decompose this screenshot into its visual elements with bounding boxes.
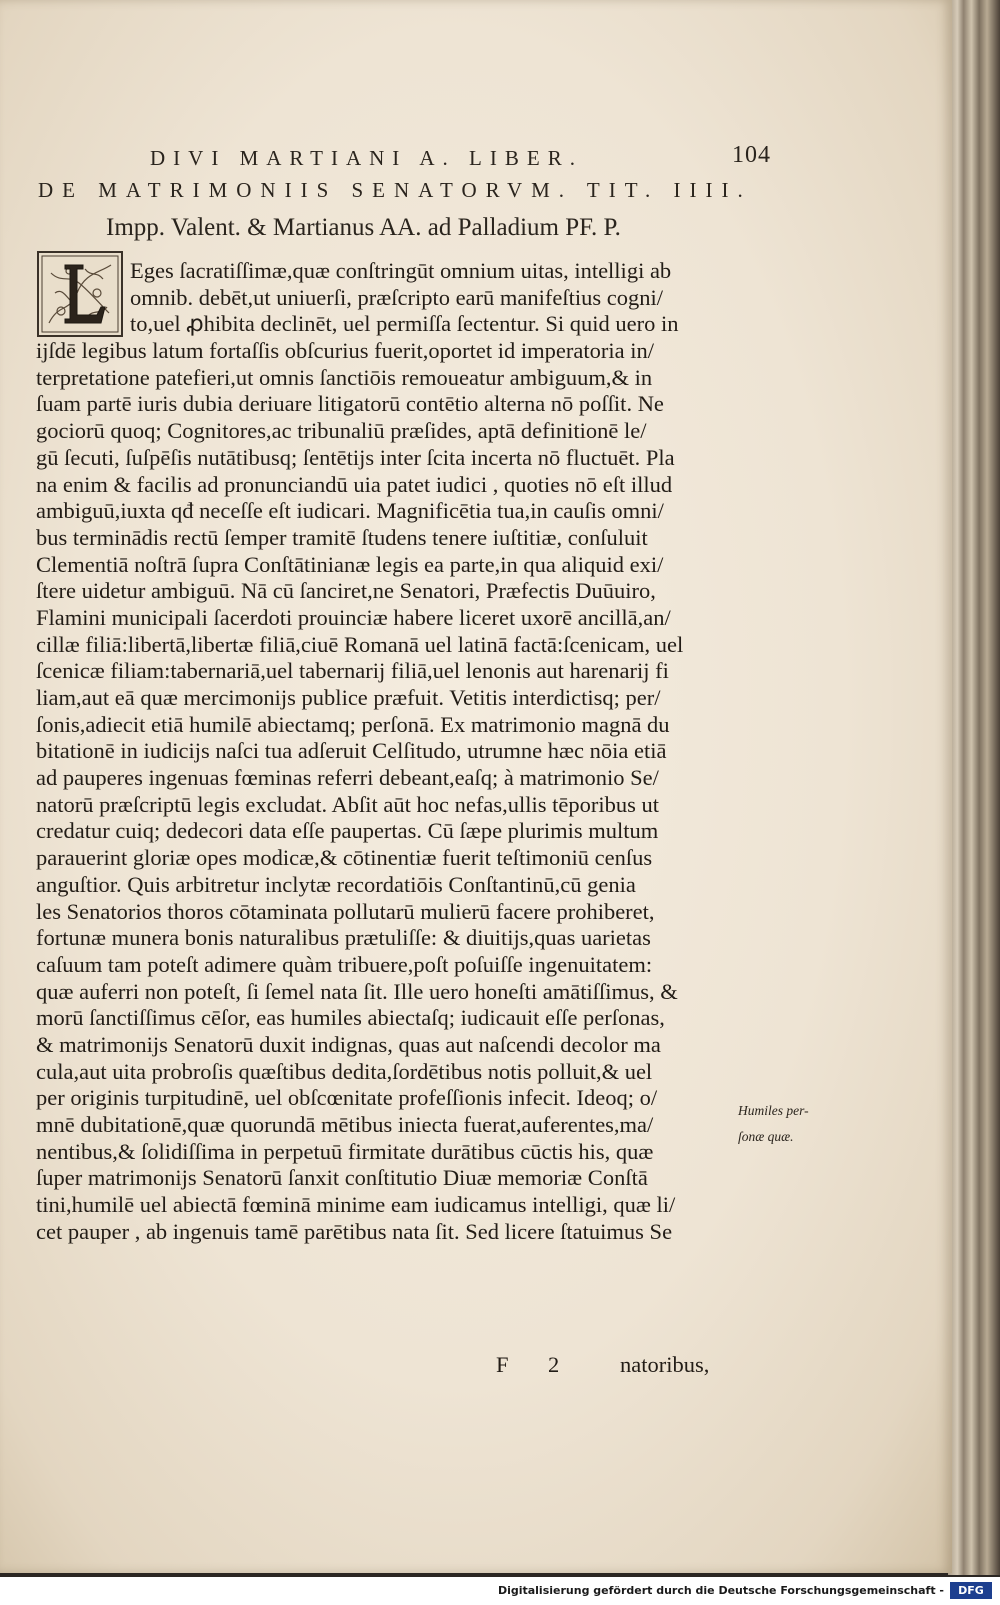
text-line: Flamini municipali ſacerdoti prouinciæ habere liceret uxorē ancillā,an/ xyxy=(36,604,671,630)
text-line: ad pauperes ingenuas fœminas referri debeant,eaſq; à matrimonio Se/ xyxy=(36,765,659,791)
text-line: ambiguū,iuxta qđ neceſſe eſt iudicari. Magnificētia tua,in cauſis omni/ xyxy=(36,498,664,524)
text-line: gū ſecuti, ſuſpēſis nutātibusq; ſentētijs inter ſcita incerta nō fluctuēt. Pla xyxy=(36,444,675,470)
text-line: Eges ſacratiſſimæ,quæ conſtringūt omnium uitas, intelligi ab xyxy=(130,258,672,283)
text-line: cet pauper , ab ingenuis tamē parētibus nata ſit. Sed licere ſtatuimus Se xyxy=(36,1218,673,1244)
text-line: anguſtior. Quis arbitretur inclytæ recordatiōis Conſtantinū,cū genia xyxy=(36,871,636,897)
text-line: Clementiā noſtrā ſupra Conſtātinianæ legis ea parte,in qua aliquid exi/ xyxy=(36,551,664,577)
text-line: ſuam partē iuris dubia deriuare litigatorū contētio alterna nō poſſit. Ne xyxy=(36,391,664,417)
text-line: ijſdē legibus latum fortaſſis obſcurius fuerit,oportet id imperatoria in/ xyxy=(36,338,654,364)
text-line: cula,aut uita probroſis quæſtibus dedita,ſordētibus notis polluit,& uel xyxy=(36,1058,653,1084)
text-line: morū ſanctiſſimus cēſor, eas humiles abiectaſq; iudicauit eſſe perſonas, xyxy=(36,1005,665,1031)
text-line: natorū præſcriptū legis excludat. Abſit aūt hoc nefas,ullis tēporibus ut xyxy=(36,791,660,817)
book-edge xyxy=(948,0,1000,1575)
folio-number: 104 xyxy=(732,142,771,168)
signature-number: 2 xyxy=(548,1352,560,1377)
dfg-logo: DFG xyxy=(950,1582,992,1599)
digitization-footer xyxy=(0,1577,1000,1605)
text-line: caſuum tam poteſt adimere quàm tribuere,poſt poſuiſſe ingenuitatem: xyxy=(36,951,653,977)
text-line: credatur cuiq; dedecori data eſſe paupertas. Cū ſæpe plurimis multum xyxy=(36,818,659,844)
main-text xyxy=(36,258,748,1245)
text-line: omnib. debēt,ut uniuerſi, præſcripto earū manifeſtius cogni/ xyxy=(130,284,664,310)
text-line: cillæ filiā:libertā,libertæ filiā,ciuē Romanā uel latinā factā:ſcenicam, uel xyxy=(36,631,684,657)
signature-mark: F xyxy=(496,1352,509,1377)
text-line: ſtere uidetur ambiguū. Nā cū ſanciret,ne Senatori, Præfectis Duūuiro, xyxy=(36,578,656,604)
text-line: ſcenicæ filiam:tabernariā,uel tabernarij filiā,uel lenonis aut harenarij fi xyxy=(36,658,669,684)
text-line: ſuper matrimonijs Senatorū ſanxit conſtitutio Diuæ memoriæ Conſtā xyxy=(36,1165,648,1191)
text-line: parauerint gloriæ opes modicæ,& cōtinentiæ fuerit teſtimoniū cenſus xyxy=(36,845,653,871)
text-line: na enim & facilis ad pronunciandū uia patet iudici , quoties nō eſt illud xyxy=(36,471,673,497)
text-line: to,uel ꝓhibita declinēt, uel permiſſa ſectentur. Si quid uero in xyxy=(130,311,679,337)
text-line: & matrimonijs Senatorū duxit indignas, quas aut naſcendi decolor ma xyxy=(36,1031,661,1057)
text-line: ſonis,adiecit etiā humilē abiectamq; perſonā. Ex matrimonio magnā du xyxy=(36,711,670,737)
footer-credit: Digitalisierung gefördert durch die Deutsche Forschungsgemeinschaft - xyxy=(497,1584,944,1597)
catchword: natoribus, xyxy=(620,1352,710,1377)
text-line: bus terminādis rectū ſemper tramitē ſtudens tenere iuſtitiæ, conſuluit xyxy=(36,524,648,550)
marginal-note xyxy=(738,1098,834,1150)
marginal-note-line: ſonæ quæ. xyxy=(738,1129,794,1144)
constitution-heading: Impp. Valent. & Martianus AA. ad Palladium PF. P. xyxy=(106,214,621,241)
text-line: quæ auferri non poteſt, ſi ſemel nata ſit. Ille uero honeſti amātiſſimus, & xyxy=(36,978,678,1004)
text-line: gociorū quoq; Cognitores,ac tribunaliū præſides, aptā definitionē le/ xyxy=(36,418,647,444)
text-line: les Senatorios thoros cōtaminata pollutarū mulierū facere prohiberet, xyxy=(36,898,655,924)
text-line: tini,humilē uel abiectā fœminā minime eam iudicamus intelligi, quæ li/ xyxy=(36,1192,676,1218)
text-line: per originis turpitudinē, uel obſcœnitate profeſſionis infecit. Ideoq; o/ xyxy=(36,1085,658,1111)
text-line: liam,aut eā quæ mercimonijs publice præfuit. Vetitis interdictisq; per/ xyxy=(36,685,661,710)
text-line: mnē dubitationē,quæ quorundā mētibus iniecta fuerat,auferentes,ma/ xyxy=(36,1112,654,1137)
running-head-title: DIVI MARTIANI A. LIBER. xyxy=(150,146,583,170)
section-title: DE MATRIMONIIS SENATORVM. TIT. IIII. xyxy=(38,178,752,202)
text-line: terpretatione patefieri,ut omnis ſanctiōis remoueatur ambiguum,& in xyxy=(36,364,653,390)
text-line: bitationē in iudicijs naſci tua adſeruit Celſitudo, utrumne hæc nōia etiā xyxy=(36,738,667,764)
marginal-note-line: Humiles per- xyxy=(738,1103,809,1118)
text-line: fortunæ munera bonis naturalibus prætuliſſe: & diuitijs,quas uarietas xyxy=(36,925,651,951)
running-head xyxy=(150,142,790,182)
text-line: nentibus,& ſolidiſſima in perpetuū firmitate durātibus cūctis his, quæ xyxy=(36,1138,654,1164)
